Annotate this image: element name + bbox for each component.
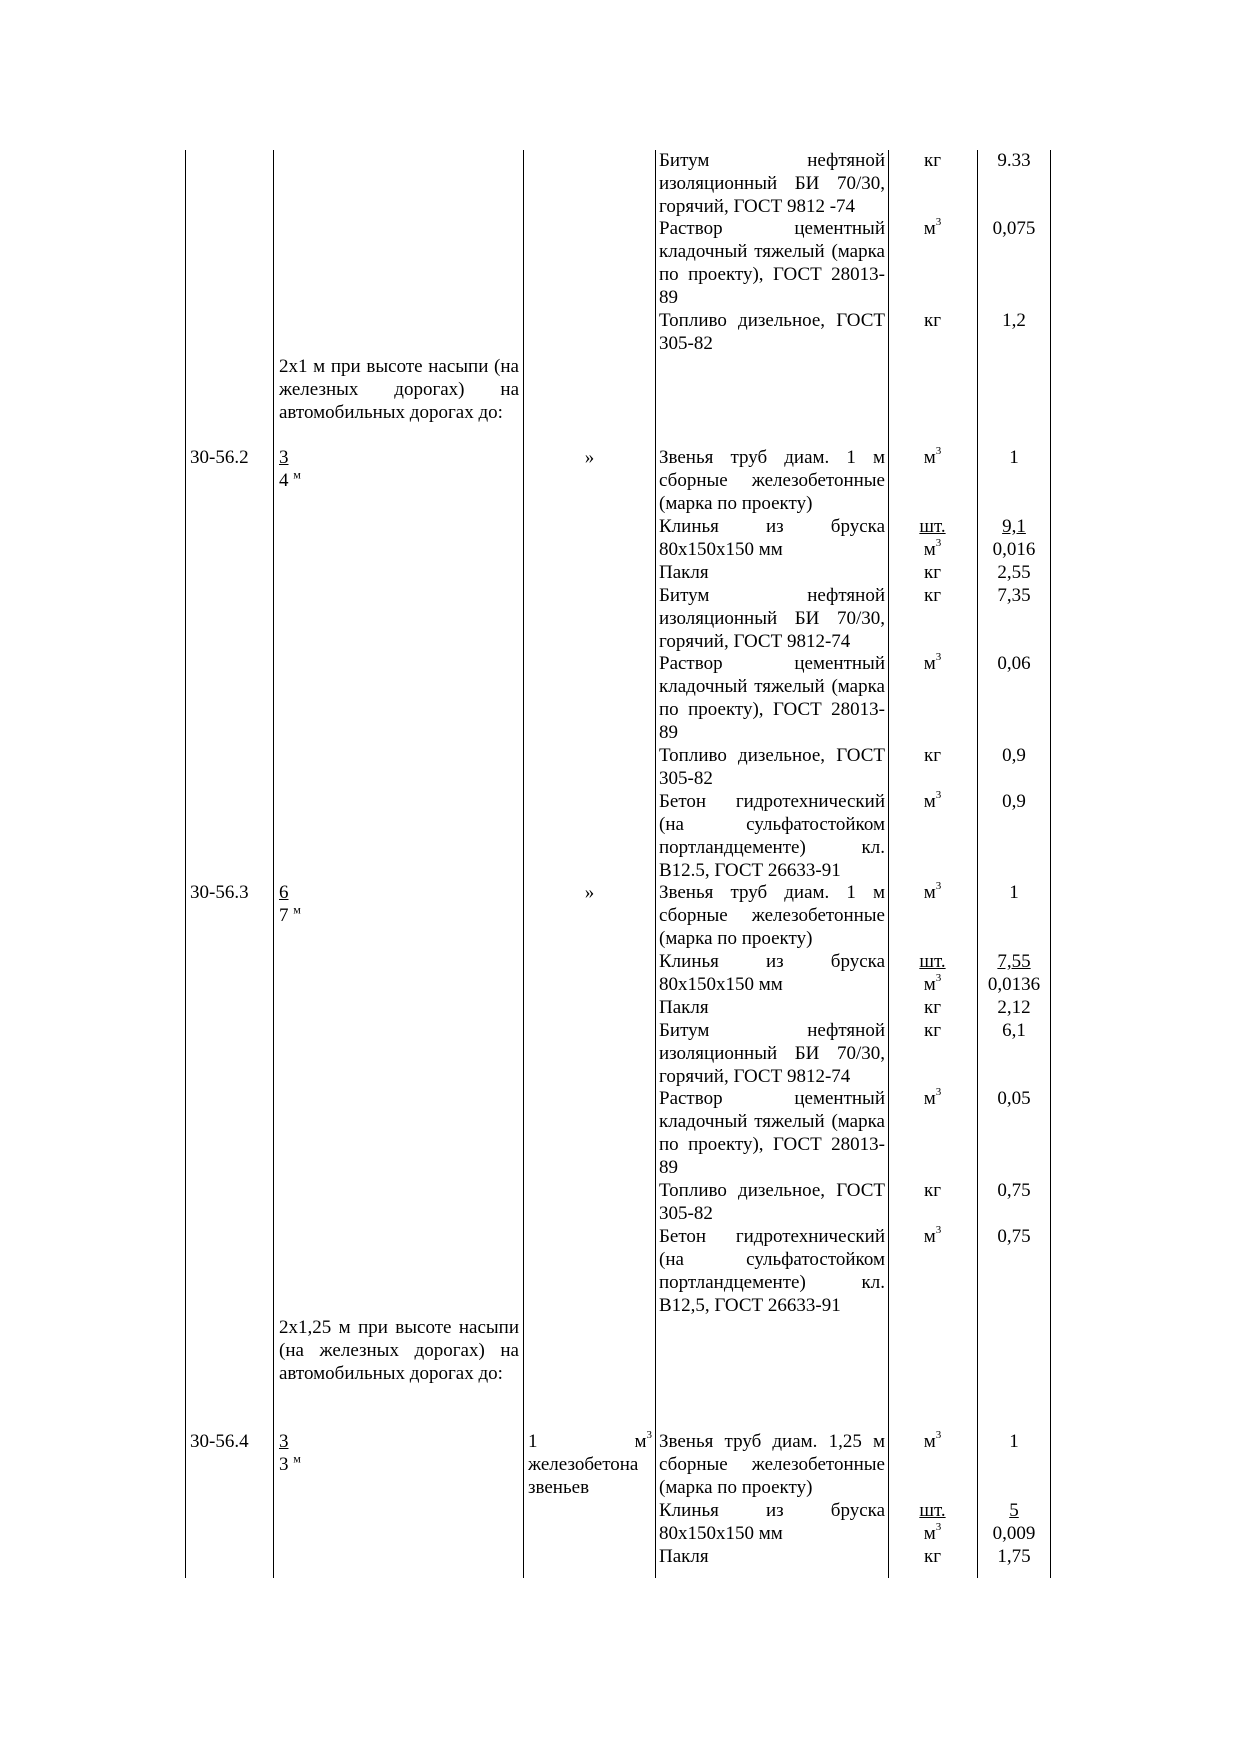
height-numerator: 3 bbox=[279, 1431, 289, 1452]
item-description: 2х1,25 м при высоте насыпи (на железных дорогах) на автомобильных дорогах до: bbox=[279, 1317, 519, 1384]
material-qty: 7,55 bbox=[997, 951, 1031, 972]
material-unit: шт. bbox=[919, 1500, 946, 1521]
item-unit: 1 $м^3$ железобетона звеньев bbox=[528, 1428, 652, 1498]
material-unit: кг bbox=[923, 310, 942, 331]
height-denominator: 4 $^м$ bbox=[279, 467, 301, 491]
material-unit: $м^3$ bbox=[923, 650, 942, 674]
material-qty: 2,55 bbox=[997, 562, 1031, 583]
material-qty: 7,35 bbox=[997, 585, 1031, 606]
material-qty: 0,075 bbox=[992, 218, 1036, 239]
column-rule bbox=[977, 150, 978, 1578]
material-name: Клинья из бруска 80х150х150 мм bbox=[659, 516, 885, 560]
height-numerator: 6 bbox=[279, 882, 289, 903]
material-qty: 9,1 bbox=[1002, 516, 1026, 537]
material-unit: кг bbox=[923, 1180, 942, 1201]
material-unit-2: $м^3$ bbox=[923, 971, 942, 995]
material-qty-2: 0,0136 bbox=[987, 974, 1041, 995]
material-name: Битум нефтяной изоляционный БИ 70/30, горячий, ГОСТ 9812 -74 bbox=[659, 150, 885, 217]
material-name: Бетон гидротехнический (на сульфатостойком портландцементе) кл. В12,5, ГОСТ 26633-91 bbox=[659, 1226, 885, 1316]
material-unit: кг bbox=[923, 1546, 942, 1567]
material-name: Бетон гидротехнический (на сульфатостойком портландцементе) кл. В12.5, ГОСТ 26633-91 bbox=[659, 791, 885, 881]
material-name: Пакля bbox=[659, 997, 709, 1018]
material-name: Раствор цементный кладочный тяжелый (марка по проекту), ГОСТ 28013-89 bbox=[659, 218, 885, 308]
material-qty: 1 bbox=[1009, 1431, 1019, 1452]
material-name: Пакля bbox=[659, 1546, 709, 1567]
material-name: Звенья труб диам. 1 м сборные железобетонные (марка по проекту) bbox=[659, 882, 885, 949]
material-unit: $м^3$ bbox=[923, 1223, 942, 1247]
material-unit-2: $м^3$ bbox=[923, 536, 942, 560]
column-rule bbox=[185, 150, 186, 1578]
material-qty: 1,75 bbox=[997, 1546, 1031, 1567]
material-qty: 9.33 bbox=[997, 150, 1031, 171]
material-unit: $м^3$ bbox=[923, 788, 942, 812]
material-unit: $м^3$ bbox=[923, 1428, 942, 1452]
material-unit: шт. bbox=[919, 516, 946, 537]
material-unit: $м^3$ bbox=[923, 215, 942, 239]
material-qty: 0,06 bbox=[997, 653, 1031, 674]
material-unit: кг bbox=[923, 1020, 942, 1041]
material-unit: кг bbox=[923, 585, 942, 606]
item-code: 30-56.4 bbox=[190, 1431, 249, 1452]
material-unit: $м^3$ bbox=[923, 444, 942, 468]
material-qty: 6,1 bbox=[1002, 1020, 1026, 1041]
material-unit: $м^3$ bbox=[923, 1085, 942, 1109]
material-name: Топливо дизельное, ГОСТ 305-82 bbox=[659, 310, 885, 354]
material-unit: кг bbox=[923, 562, 942, 583]
material-name: Битум нефтяной изоляционный БИ 70/30, горячий, ГОСТ 9812-74 bbox=[659, 585, 885, 652]
material-qty-2: 0,016 bbox=[992, 539, 1036, 560]
material-name: Топливо дизельное, ГОСТ 305-82 bbox=[659, 1180, 885, 1224]
material-qty: 1 bbox=[1009, 447, 1019, 468]
material-name: Раствор цементный кладочный тяжелый (марка по проекту), ГОСТ 28013-89 bbox=[659, 1088, 885, 1178]
material-qty: 0,75 bbox=[997, 1226, 1031, 1247]
material-qty: 5 bbox=[1009, 1500, 1019, 1521]
height-denominator: 7 $^м$ bbox=[279, 902, 301, 926]
material-qty-2: 0,009 bbox=[992, 1523, 1036, 1544]
material-name: Звенья труб диам. 1 м сборные железобетонные (марка по проекту) bbox=[659, 447, 885, 514]
material-unit: шт. bbox=[919, 951, 946, 972]
column-rule bbox=[273, 150, 274, 1578]
material-name: Пакля bbox=[659, 562, 709, 583]
material-name: Битум нефтяной изоляционный БИ 70/30, горячий, ГОСТ 9812-74 bbox=[659, 1020, 885, 1087]
material-name: Раствор цементный кладочный тяжелый (марка по проекту), ГОСТ 28013-89 bbox=[659, 653, 885, 743]
material-name: Клинья из бруска 80х150х150 мм bbox=[659, 951, 885, 995]
material-unit: кг bbox=[923, 150, 942, 171]
item-unit: » bbox=[584, 447, 595, 468]
material-unit: кг bbox=[923, 997, 942, 1018]
material-qty: 0,05 bbox=[997, 1088, 1031, 1109]
item-code: 30-56.2 bbox=[190, 447, 249, 468]
column-rule bbox=[655, 150, 656, 1578]
material-name: Звенья труб диам. 1,25 м сборные железобетонные (марка по проекту) bbox=[659, 1431, 885, 1498]
material-unit: $м^3$ bbox=[923, 879, 942, 903]
material-name: Топливо дизельное, ГОСТ 305-82 bbox=[659, 745, 885, 789]
column-rule bbox=[1050, 150, 1051, 1578]
material-qty: 1,2 bbox=[1002, 310, 1026, 331]
item-code: 30-56.3 bbox=[190, 882, 249, 903]
material-qty: 0,9 bbox=[1002, 791, 1026, 812]
item-description: 2х1 м при высоте насыпи (на железных дорогах) на автомобильных дорогах до: bbox=[279, 356, 519, 423]
item-unit: » bbox=[584, 882, 595, 903]
height-denominator: 3 $^м$ bbox=[279, 1451, 301, 1475]
column-rule bbox=[888, 150, 889, 1578]
height-numerator: 3 bbox=[279, 447, 289, 468]
material-unit: кг bbox=[923, 745, 942, 766]
column-rule bbox=[523, 150, 524, 1578]
material-qty: 2,12 bbox=[997, 997, 1031, 1018]
material-qty: 0,75 bbox=[997, 1180, 1031, 1201]
material-unit-2: $м^3$ bbox=[923, 1520, 942, 1544]
material-qty: 0,9 bbox=[1002, 745, 1026, 766]
material-qty: 1 bbox=[1009, 882, 1019, 903]
material-name: Клинья из бруска 80х150х150 мм bbox=[659, 1500, 885, 1544]
